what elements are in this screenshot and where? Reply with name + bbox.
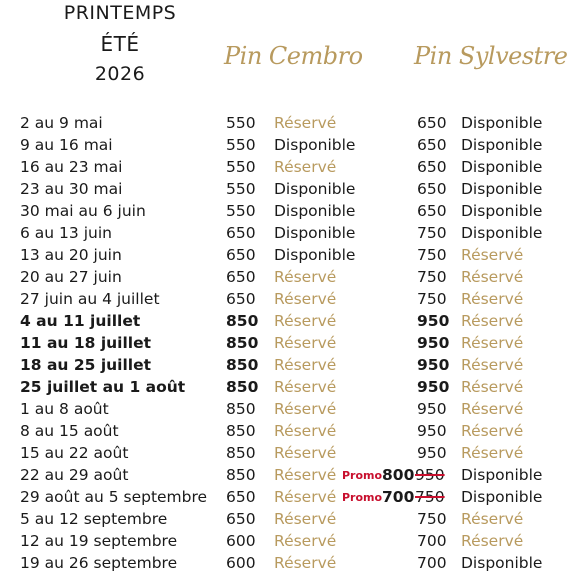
price-pin-sylvestre: 650 xyxy=(417,158,447,176)
status-pin-cembro: Réservé xyxy=(274,356,337,374)
price-pin-sylvestre: 950 xyxy=(417,334,450,352)
chalet-name-pin-sylvestre: Pin Sylvestre xyxy=(414,42,568,70)
price-pin-cembro: 850 xyxy=(226,400,256,418)
status-pin-cembro: Disponible xyxy=(274,180,356,198)
status-pin-sylvestre: Disponible xyxy=(461,224,543,242)
price-pin-sylvestre: 950 xyxy=(417,378,450,396)
status-pin-sylvestre: Réservé xyxy=(461,334,524,352)
week-dates: 19 au 26 septembre xyxy=(20,554,178,572)
table-row xyxy=(0,464,570,486)
price-pin-cembro: 850 xyxy=(226,378,259,396)
table-row xyxy=(0,508,570,530)
price-pin-sylvestre: 750 xyxy=(417,268,447,286)
season-title-line2: ÉTÉ xyxy=(100,32,140,56)
week-dates: 29 août au 5 septembre xyxy=(20,488,208,506)
season-year: 2026 xyxy=(94,63,146,85)
price-pin-sylvestre: 750 xyxy=(417,246,447,264)
price-pin-cembro: 850 xyxy=(226,466,256,484)
price-pin-cembro: 550 xyxy=(226,136,256,154)
status-pin-cembro: Disponible xyxy=(274,246,356,264)
price-pin-sylvestre: 750 xyxy=(417,290,447,308)
table-row xyxy=(0,310,570,332)
status-pin-cembro: Réservé xyxy=(274,554,337,572)
table-row xyxy=(0,332,570,354)
price-pin-sylvestre: 700 xyxy=(417,532,447,550)
status-pin-sylvestre: Réservé xyxy=(461,290,524,308)
price-pin-cembro: 550 xyxy=(226,158,256,176)
week-dates: 12 au 19 septembre xyxy=(20,532,178,550)
status-pin-cembro: Réservé xyxy=(274,532,337,550)
price-pin-sylvestre: 650 xyxy=(417,180,447,198)
status-pin-sylvestre: Réservé xyxy=(461,312,524,330)
price-pin-cembro: 850 xyxy=(226,356,259,374)
status-pin-sylvestre: Disponible xyxy=(461,202,543,220)
week-dates: 2 au 9 mai xyxy=(20,114,103,132)
status-pin-sylvestre: Réservé xyxy=(461,268,524,286)
promo-label: Promo xyxy=(342,491,383,504)
price-pin-sylvestre: 650 xyxy=(417,136,447,154)
status-pin-cembro: Réservé xyxy=(274,334,337,352)
table-row xyxy=(0,244,570,266)
status-pin-sylvestre: Réservé xyxy=(461,444,524,462)
week-dates: 8 au 15 août xyxy=(20,422,119,440)
price-pin-cembro: 600 xyxy=(226,532,256,550)
price-pin-sylvestre: 650 xyxy=(417,114,447,132)
week-dates: 16 au 23 mai xyxy=(20,158,123,176)
table-row xyxy=(0,112,570,134)
price-pin-sylvestre: 950 xyxy=(417,400,447,418)
status-pin-sylvestre: Réservé xyxy=(461,378,524,396)
week-dates: 13 au 20 juin xyxy=(20,246,122,264)
status-pin-cembro: Réservé xyxy=(274,510,337,528)
table-row xyxy=(0,134,570,156)
promo-price: 800 xyxy=(382,466,415,484)
table-row xyxy=(0,552,570,574)
table-row xyxy=(0,398,570,420)
status-pin-sylvestre: Réservé xyxy=(461,356,524,374)
price-pin-sylvestre: 950 xyxy=(417,356,450,374)
price-pin-sylvestre: 750 xyxy=(417,224,447,242)
price-pin-cembro: 650 xyxy=(226,246,256,264)
status-pin-cembro: Disponible xyxy=(274,224,356,242)
status-pin-cembro: Réservé xyxy=(274,466,337,484)
status-pin-sylvestre: Réservé xyxy=(461,422,524,440)
price-pin-cembro: 550 xyxy=(226,202,256,220)
promo-price: 700 xyxy=(382,488,415,506)
status-pin-sylvestre: Réservé xyxy=(461,532,524,550)
price-pin-sylvestre-crossed: 750 xyxy=(415,488,445,506)
price-pin-sylvestre: 950 xyxy=(417,444,447,462)
price-pin-cembro: 650 xyxy=(226,268,256,286)
price-pin-cembro: 850 xyxy=(226,312,259,330)
price-pin-sylvestre: 950 xyxy=(417,312,450,330)
price-pin-sylvestre: 650 xyxy=(417,202,447,220)
table-row xyxy=(0,200,570,222)
week-dates: 4 au 11 juillet xyxy=(20,312,141,330)
week-dates: 1 au 8 août xyxy=(20,400,109,418)
status-pin-cembro: Réservé xyxy=(274,400,337,418)
status-pin-cembro: Réservé xyxy=(274,290,337,308)
table-row xyxy=(0,530,570,552)
price-pin-cembro: 650 xyxy=(226,224,256,242)
status-pin-sylvestre: Disponible xyxy=(461,554,543,572)
price-pin-sylvestre: 950 xyxy=(417,422,447,440)
status-pin-sylvestre: Disponible xyxy=(461,466,543,484)
price-pin-cembro: 650 xyxy=(226,290,256,308)
week-dates: 9 au 16 mai xyxy=(20,136,113,154)
week-dates: 25 juillet au 1 août xyxy=(20,378,186,396)
promo-label: Promo xyxy=(342,469,383,482)
status-pin-sylvestre: Disponible xyxy=(461,180,543,198)
chalet-name-pin-cembro: Pin Cembro xyxy=(224,42,363,70)
table-row xyxy=(0,266,570,288)
price-pin-cembro: 850 xyxy=(226,444,256,462)
status-pin-cembro: Réservé xyxy=(274,422,337,440)
status-pin-sylvestre: Réservé xyxy=(461,510,524,528)
week-dates: 6 au 13 juin xyxy=(20,224,112,242)
table-row xyxy=(0,376,570,398)
table-row xyxy=(0,486,570,508)
status-pin-cembro: Réservé xyxy=(274,114,337,132)
status-pin-sylvestre: Disponible xyxy=(461,488,543,506)
status-pin-cembro: Réservé xyxy=(274,488,337,506)
week-dates: 22 au 29 août xyxy=(20,466,129,484)
season-title-line1: PRINTEMPS xyxy=(63,2,177,24)
price-pin-cembro: 850 xyxy=(226,334,259,352)
status-pin-cembro: Disponible xyxy=(274,202,356,220)
week-dates: 5 au 12 septembre xyxy=(20,510,168,528)
week-dates: 20 au 27 juin xyxy=(20,268,122,286)
table-row xyxy=(0,354,570,376)
price-pin-sylvestre-crossed: 950 xyxy=(415,466,445,484)
week-dates: 30 mai au 6 juin xyxy=(20,202,146,220)
table-row xyxy=(0,288,570,310)
price-pin-cembro: 550 xyxy=(226,114,256,132)
week-dates: 15 au 22 août xyxy=(20,444,129,462)
status-pin-cembro: Réservé xyxy=(274,378,337,396)
price-pin-sylvestre: 700 xyxy=(417,554,447,572)
table-row xyxy=(0,222,570,244)
week-dates: 11 au 18 juillet xyxy=(20,334,152,352)
status-pin-cembro: Réservé xyxy=(274,312,337,330)
week-dates: 18 au 25 juillet xyxy=(20,356,152,374)
status-pin-sylvestre: Disponible xyxy=(461,136,543,154)
price-pin-cembro: 600 xyxy=(226,554,256,572)
week-dates: 23 au 30 mai xyxy=(20,180,123,198)
table-row xyxy=(0,178,570,200)
week-dates: 27 juin au 4 juillet xyxy=(20,290,160,308)
table-row xyxy=(0,420,570,442)
price-pin-cembro: 650 xyxy=(226,488,256,506)
price-pin-cembro: 550 xyxy=(226,180,256,198)
status-pin-sylvestre: Disponible xyxy=(461,158,543,176)
table-row xyxy=(0,442,570,464)
status-pin-cembro: Réservé xyxy=(274,444,337,462)
status-pin-sylvestre: Réservé xyxy=(461,400,524,418)
status-pin-cembro: Réservé xyxy=(274,268,337,286)
status-pin-sylvestre: Disponible xyxy=(461,114,543,132)
status-pin-sylvestre: Réservé xyxy=(461,246,524,264)
price-pin-cembro: 850 xyxy=(226,422,256,440)
table-row xyxy=(0,156,570,178)
price-pin-cembro: 650 xyxy=(226,510,256,528)
price-pin-sylvestre: 750 xyxy=(417,510,447,528)
status-pin-cembro: Réservé xyxy=(274,158,337,176)
status-pin-cembro: Disponible xyxy=(274,136,356,154)
